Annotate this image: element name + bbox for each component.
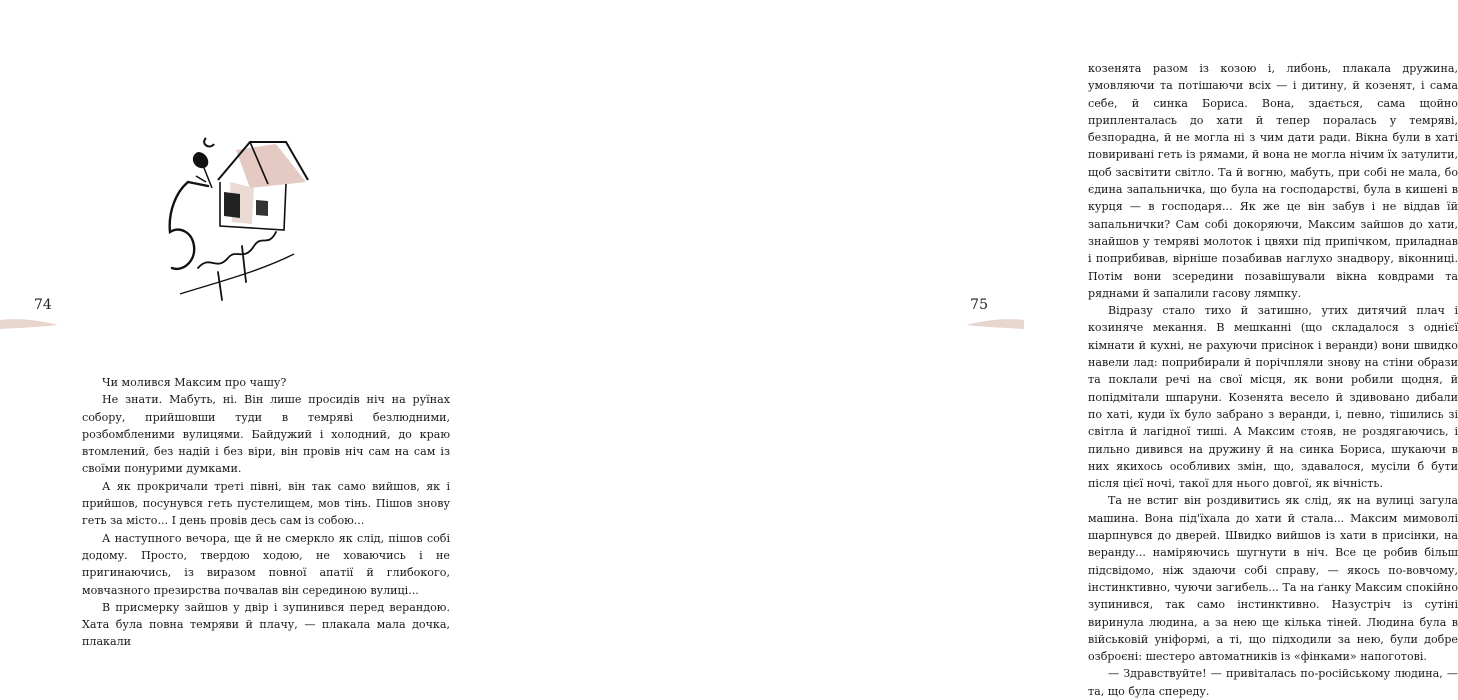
page-number-left: 74 — [34, 297, 52, 313]
page-number-right: 75 — [970, 297, 988, 313]
left-page-text — [82, 374, 450, 651]
paragraph: А наступного вечора, ще й не смеркло як слід, пішов собі додому. Просто, твердою ходою, не ховаючись і не пригинаючись, із виразом повної апатії й глибокого, мовчазного презирства почвалав він серединою вулиці... — [82, 531, 450, 597]
right-page-text — [1088, 60, 1458, 700]
paragraph-continued: козенята разом із козою і, либонь, плакала дружина, умовляючи та потішаючи всіх — і дитину, й козенят, і сама себе, й синка Бориса. Вона, здається, сама щойно припленталась до хати й тепер поралась у темряві, безпорадна, й не могла ні з чим дати ради. Вікна були в хаті повиривані геть із рямами, й вона не могла нічим їх затулити, щоб засвітити світло. Та й вогню, мабуть, при собі не мала, бо єдина запальничка, що була на господарстві, була в кишені в курця — в господаря... Як же це він забув і не віддав їй запальнички? Сам собі докоряючи, Максим зайшов до хати, знайшов у темряві молоток і цвяхи під припічком, приладнав і поприбивав, вірніше позабивав наглухо знадвору, віконниці. Потім вони зсередини позавішували вікна ковдрами та ряднами й запалили гасову лямпку. — [1088, 62, 1458, 300]
paragraph: Не знати. Мабуть, ні. Він лише просидів ніч на руїнах собору, прийшовши туди в темряві безлюдними, розбомбленими вулицями. Байдужий і холодний, до краю втомлений, без надій і без віри, він провів ніч сам на сам із своїми понурими думками. — [82, 393, 450, 476]
brush-stroke-right — [964, 317, 1024, 331]
brush-stroke-left — [0, 317, 60, 331]
right-page — [512, 0, 1458, 698]
paragraph: Чи молився Максим про чашу? — [102, 376, 287, 389]
paragraph: А як прокричали треті півні, він так само вийшов, як і прийшов, посунувся геть пустелищем, мов тінь. Пішов знову геть за місто... І день провів десь сам із собою... — [82, 479, 450, 528]
paragraph: В присмерку зайшов у двір і зупинився перед верандою. Хата була повна темряви й плачу, — плакала мала дочка, плакали — [82, 600, 450, 649]
chapter-house-illustration — [158, 122, 298, 300]
paragraph: Відразу стало тихо й затишно, утих дитячий плач і козиняче мекання. В мешканні (що складалося з однієї кімнати й кухні, не рахуючи присінок і веранди) вони швидко навели лад: поприбирали й порічпляли знову на стіни образи та поклали речі на свої місця, як вони робили щодня, й попідмітали шпаруни. Козенята весело й здивовано дибали по хаті, куди їх було забрано з веранди, і, певно, тішились зі світла й лагідної тиші. А Максим стояв, не роздягаючись, і пильно дивився на дружину й на синка Бориса, шукаючи в них якихось особливих змін, що, здавалося, мусіли б бути після цієї ночі, такої для нього довгої, як вічність. — [1088, 304, 1458, 491]
paragraph: — Здравствуйте! — привіталась по-російському людина, — та, що була спереду. — [1088, 667, 1458, 698]
left-page — [0, 0, 512, 655]
paragraph: Та не встиг він роздивитись як слід, як на вулиці загула машина. Вона під'їхала до хати й стала... Максим мимоволі шарпнувся до дверей. Швидко вийшов із хати в присінки, на веранду... наміряючись шугнути в ніч. Все це робив більш підсвідомо, ніж здаючи собі справу, — якось по-вовчому, інстинктивно, чуючи загибель... Та на ґанку Максим спокійно зупинився, так само інстинктивно. Назустріч із сутіні виринула людина, а за нею ще кілька тіней. Людина була в військовій уніформі, а ті, що підходили за нею, були добре озброєні: шестеро автоматників із «фінками» напоготові. — [1088, 494, 1458, 664]
